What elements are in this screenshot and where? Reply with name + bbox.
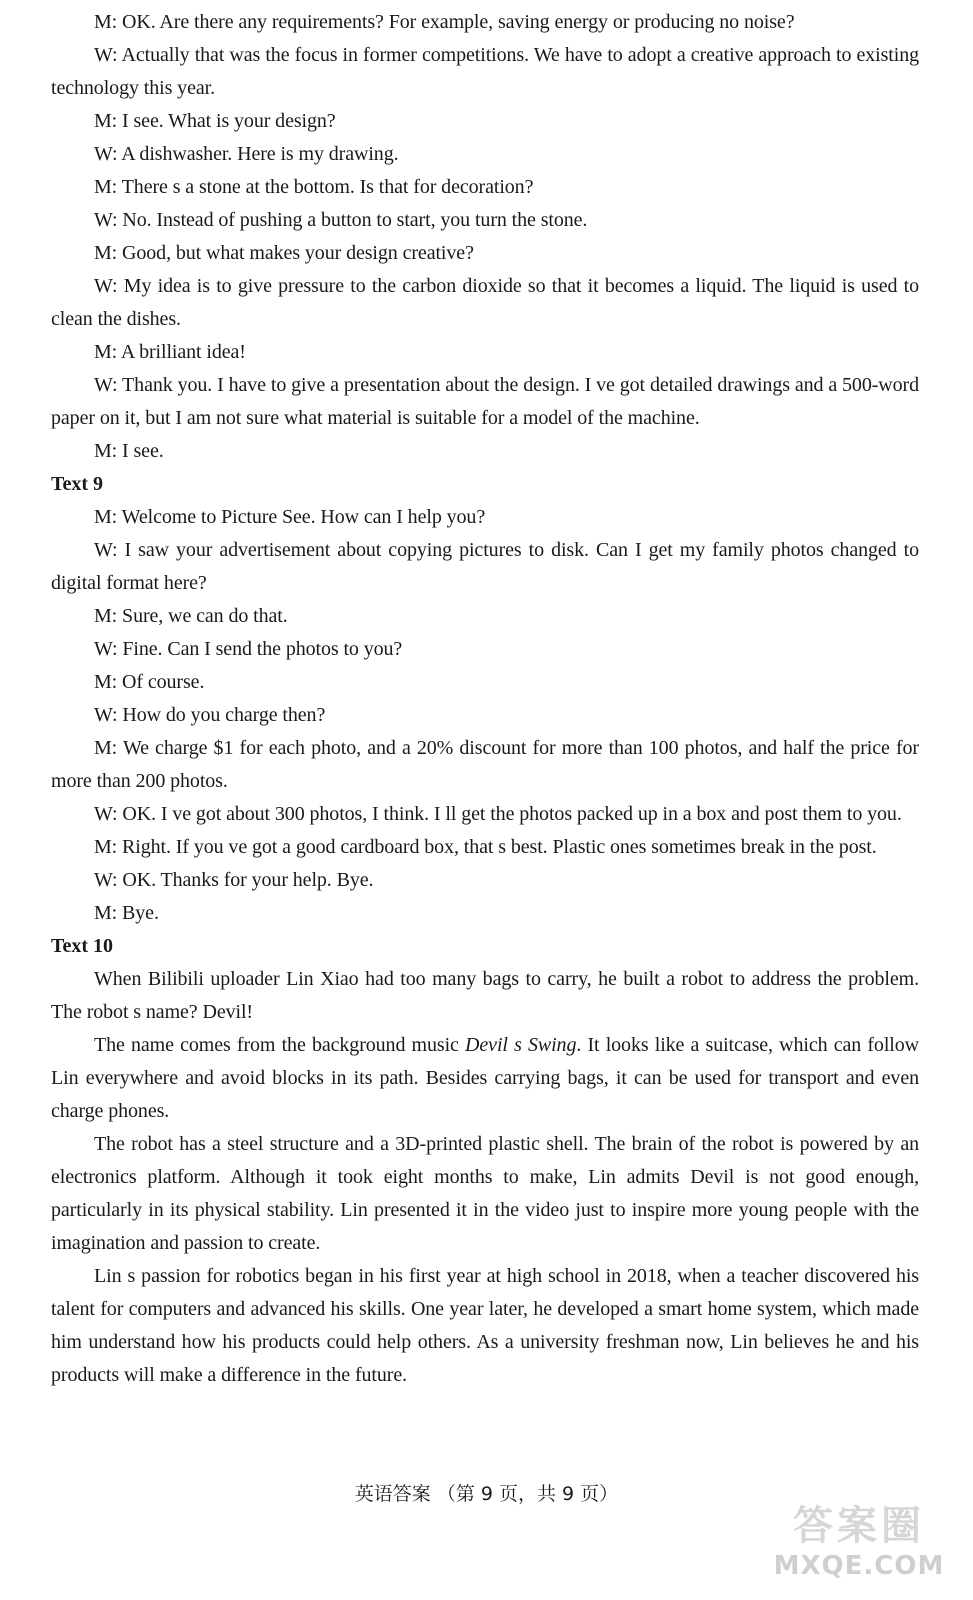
- section-heading-text9: Text 9: [51, 473, 104, 495]
- dialogue-line: W: Thank you. I have to give a presentation about the design. I ve got detailed drawings and a 500-word paper on it, but I am not sure what material is suitable for a model of the machine.: [51, 374, 919, 429]
- dialogue-line: M: Welcome to Picture See. How can I help you?: [94, 506, 486, 528]
- dialogue-line: M: Bye.: [94, 902, 159, 924]
- watermark-text: 答案圈: [793, 1503, 925, 1549]
- passage-text: . It looks like a suitcase, which can follow Lin everywhere and avoid blocks in its path. Besides carrying bags, it can be used for transport and even charge phones.: [51, 1034, 919, 1122]
- dialogue-line: W: OK. I ve got about 300 photos, I think. I ll get the photos packed up in a box and post them to you.: [94, 803, 902, 825]
- dialogue-line: W: OK. Thanks for your help. Bye.: [94, 869, 374, 891]
- dialogue-line: M: We charge $1 for each photo, and a 20% discount for more than 100 photos, and half the price for more than 200 photos.: [51, 737, 919, 792]
- dialogue-line: W: My idea is to give pressure to the carbon dioxide so that it becomes a liquid. The liquid is used to clean the dishes.: [51, 275, 919, 330]
- dialogue-line: M: I see. What is your design?: [94, 110, 336, 132]
- passage-paragraph: Lin s passion for robotics began in his first year at high school in 2018, when a teacher discovered his talent for computers and advanced his skills. One year later, he developed a smart home system, which made him understand how his products could help others. As a university freshman now, Lin believes he and his products will make a difference in the future.: [51, 1265, 919, 1386]
- dialogue-line: M: A brilliant idea!: [94, 341, 246, 363]
- passage-paragraph: [51, 1029, 919, 1128]
- dialogue-line: W: A dishwasher. Here is my drawing.: [94, 143, 399, 165]
- page-footer: 英语答案 （第 9 页，共 9 页）: [354, 1483, 619, 1505]
- dialogue-line: W: Fine. Can I send the photos to you?: [94, 638, 403, 660]
- dialogue-line: M: Sure, we can do that.: [94, 605, 288, 627]
- dialogue-line: W: How do you charge then?: [94, 704, 326, 726]
- dialogue-line: M: Right. If you ve got a good cardboard box, that s best. Plastic ones sometimes break in the post.: [94, 836, 877, 858]
- dialogue-line: W: No. Instead of pushing a button to start, you turn the stone.: [94, 209, 588, 231]
- dialogue-line: M: Good, but what makes your design creative?: [94, 242, 474, 264]
- watermark-logo: [759, 1502, 959, 1592]
- dialogue-line: M: OK. Are there any requirements? For example, saving energy or producing no noise?: [94, 11, 795, 33]
- dialogue-line: M: I see.: [94, 440, 164, 462]
- section-heading-text10: Text 10: [51, 935, 114, 957]
- watermark-url: MXQE.COM: [773, 1551, 945, 1581]
- document-body: [51, 6, 919, 1392]
- song-title: Devil s Swing: [465, 1034, 577, 1056]
- passage-paragraph: When Bilibili uploader Lin Xiao had too many bags to carry, he built a robot to address the problem. The robot s name? Devil!: [51, 968, 919, 1023]
- dialogue-line: W: Actually that was the focus in former competitions. We have to adopt a creative approach to existing technology this year.: [51, 44, 919, 99]
- passage-text: The name comes from the background music: [94, 1034, 466, 1056]
- dialogue-line: W: I saw your advertisement about copying pictures to disk. Can I get my family photos changed to digital format here?: [51, 539, 919, 594]
- passage-paragraph: The robot has a steel structure and a 3D-printed plastic shell. The brain of the robot is powered by an electronics platform. Although it took eight months to make, Lin admits Devil is not good enough, particularly in its physical stability. Lin presented it in the video just to inspire more young people with the imagination and passion to create.: [51, 1133, 919, 1254]
- dialogue-line: M: Of course.: [94, 671, 205, 693]
- dialogue-line: M: There s a stone at the bottom. Is that for decoration?: [94, 176, 534, 198]
